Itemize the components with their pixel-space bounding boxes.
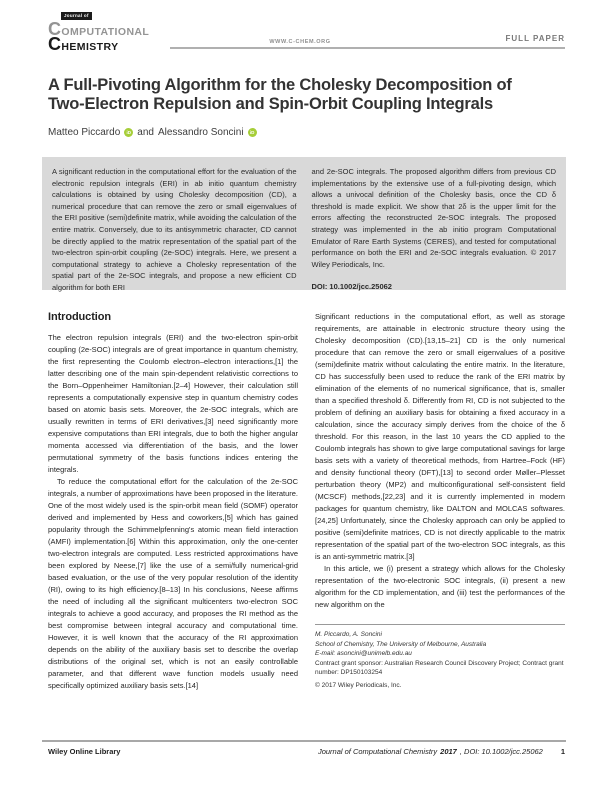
footer-rule bbox=[42, 740, 566, 742]
footer-citation bbox=[318, 747, 565, 756]
footer-brand: Wiley Online Library bbox=[48, 747, 121, 756]
page-title bbox=[48, 76, 568, 114]
footnote-copyright: © 2017 Wiley Periodicals, Inc. bbox=[315, 681, 402, 689]
author-separator: and bbox=[137, 127, 154, 138]
title-line-2: Two-Electron Repulsion and Spin-Orbit Coupling Integrals bbox=[48, 95, 493, 114]
section-heading-introduction: Introduction bbox=[48, 311, 111, 323]
author-line bbox=[48, 127, 257, 138]
page-number: 1 bbox=[560, 747, 565, 756]
journal-of-badge: Journal of bbox=[61, 12, 92, 20]
header-rule bbox=[170, 47, 565, 49]
footer-bar bbox=[48, 747, 565, 756]
title-line-1: A Full-Pivoting Algorithm for the Cholesky Decomposition of bbox=[48, 76, 512, 94]
footnote-grant: Contract grant sponsor: Australian Research Council Discovery Project; Contract grant number: DP150103254 bbox=[315, 659, 564, 676]
article-type-label: FULL PAPER bbox=[505, 34, 565, 43]
paragraph: Significant reductions in the computational effort, as well as storage requirements, are attainable in electronic structure theory using the Cholesky decomposition (CD).[13,15–21] CD is the only numerical procedure that can remove the zero or small eigenvalues of a positive (semi)definite matrix without calculating the entire matrix. In the literature, CD has successfully been used to reduce the rank of the ERI matrix by elimination of the elements of no numerical significance, that is, smaller than a specified threshold δ. Differently from RI, CD is not subjected to the problem of defining an auxiliary basis for obtaining a fixed accuracy in a calculation, since the accuracy simply derives from the choice of the δ threshold. For this reason, in the last 10 years the CD applied to the Coulomb integrals has shown to give large computational savings for large basis sets with a variety of theoretical methods, from Hartree–Fock (HF) and density functional theory (DFT),[13] to second order Møller–Plesset perturbation theory (MP2) and multiconfigurational self-consistent field (MCSCF) methods,[22,23] and it is currently implemented in modern packages for quantum chemistry, like DALTON and MOLCAS softwares.[24,25] Unfortunately, since the Cholesky approach can only be applied to positive (semi)definite matrices, CD is not directly applicable to the matrix representation of the spatial part of the two-electron SOC integrals, as this is an anti-symmetric matrix.[3] bbox=[315, 312, 565, 561]
journal-name-line1: COMPUTATIONAL bbox=[48, 19, 150, 39]
journal-logo bbox=[48, 12, 149, 53]
orcid-icon[interactable]: iD bbox=[248, 128, 257, 137]
abstract-left-column: A significant reduction in the computational effort for the evaluation of the electronic repulsion integrals (ERI) in ab initio quantum chemistry calculations is obtained by using Cholesky decomposition (CD), a numerical procedure that can remove the zero or small eigenvalues of the ERI positive (semi)definite matrix, while avoiding the calculation of the entire matrix. Conversely, due to its antisymmetric character, CD cannot be directly applied to the matrix representation of the spatial part of the two-electron spin-orbit coupling (2e-SOC) integrals. Here, we present a computational strategy to achieve a Cholesky representation of the spatial part of the 2e-SOC integrals, and propose a new efficient CD algorithm for both ERI bbox=[52, 167, 297, 292]
footer-doi: , DOI: 10.1002/jcc.25062 bbox=[459, 747, 543, 756]
abstract-right-column bbox=[311, 166, 557, 292]
footnote-authors: M. Piccardo, A. Soncini bbox=[315, 631, 382, 638]
body-right-column bbox=[315, 311, 565, 692]
paragraph: The electron repulsion integrals (ERI) and the two-electron spin-orbit coupling (2e-SOC) integrals are of great importance in quantum chemistry, the first representing the Coulomb electron–electron interactions,[1] the latter describing one of the main spin-dependent relativistic corrections to the Born–Oppenheimer Hamiltonian.[2–4] However, their calculation still represents a computationally expensive step in quantum chemistry codes based on atomic basis sets. Moreover, the 2e-SOC integrals, which are usually rewritten in terms of ERI derivatives,[3] need significantly more expensive computations than ERI integrals, due to both the higher angular momenta accessed via differentiation of the basis, and the lower permutational symmetry of the basis functions indices entering the integrals. bbox=[48, 333, 298, 474]
author-2: Alessandro Soncini bbox=[157, 127, 244, 138]
orcid-icon[interactable]: iD bbox=[124, 128, 133, 137]
journal-name-line2: CHEMISTRY bbox=[48, 34, 119, 54]
body-left-column bbox=[48, 311, 298, 692]
paragraph: In this article, we (i) present a strategy which allows for the Cholesky representation of the two-electronic SOC integrals, (ii) present a new algorithm for the CD implementation, and (iii) test the performances of the new algorithm on the bbox=[315, 564, 565, 609]
footnote-affiliation: School of Chemistry, The University of Melbourne, Australia bbox=[315, 640, 487, 648]
paragraph: To reduce the computational effort for the calculation of the 2e-SOC integrals, a number of approximations have been proposed in the literature. One of the most widely used is the spin-orbit mean field (SOMF) operator derived and implemented by Hess and coworkers,[5] which has gained popularity through the Schimmelpfenning's atomic mean field interaction (AMFI) implementation.[6] Within this approximation, only the one-center two-electron integrals are computed. Less restricted approximations have been explored by Neese,[7] like the use of a semi/fully numerical-grid based evaluation, or the use of the very popular resolution of the identity (RI), owing to its high efficiency.[8–13] In his conclusions, Neese affirms the need of including all the significant multicenters two-electron SOC integrals to achieve a good accuracy, and proposes the RI method as the best compromise between integral accuracy and computational time. However, it is well known that the accuracy of the RI approximation depends on the ability of the auxiliary basis set to describe the overlap distributions of the original set, which is not an easily controllable parameter, and that different wave function models usually need specifically optimized auxiliary basis sets.[14] bbox=[48, 477, 298, 690]
correspondence-footnote bbox=[315, 624, 565, 690]
author-1: Matteo Piccardo bbox=[48, 127, 121, 138]
abstract-right-text: and 2e-SOC integrals. The proposed algorithm differs from previous CD implementations by the extensive use of a full-pivoting design, which allows a univocal definition of the Cholesky basis, once the CD δ threshold is made explicit. We show that 2δ is the upper limit for the errors affecting the reconstructed 2e-SOC integrals. The proposed strategy was implemented in the ab initio program Computational Emulator of Rare Earth Systems (CERES), and tested for computational performance on both the ERI and 2e-SOC integrals evaluation. © 2017 Wiley Periodicals, Inc. bbox=[311, 167, 556, 269]
journal-website: WWW.C-CHEM.ORG bbox=[269, 39, 331, 45]
abstract-box bbox=[42, 157, 566, 290]
footer-year: 2017 bbox=[440, 747, 457, 756]
footer-journal-name: Journal of Computational Chemistry bbox=[317, 747, 438, 756]
body-columns bbox=[48, 311, 565, 692]
footnote-email[interactable]: E-mail: asoncini@unimelb.edu.au bbox=[315, 650, 412, 657]
doi-label: DOI: 10.1002/jcc.25062 bbox=[311, 282, 392, 292]
